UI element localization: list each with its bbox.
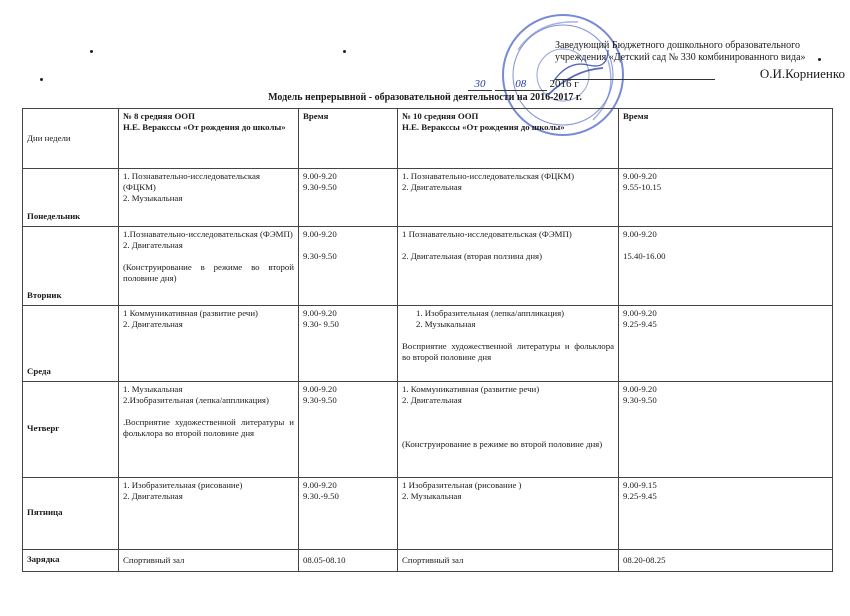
- approval-block: [555, 40, 845, 81]
- approval-date: [468, 78, 579, 91]
- activity: 2.Изобразительная (лепка/аппликация): [123, 395, 269, 405]
- day-cell: Четверг: [23, 382, 119, 478]
- activity: 2. Двигательная: [123, 491, 183, 501]
- time: 9.00-9.20: [303, 171, 337, 181]
- activity: 1 Познавательно-исследовательская (ФЭМП): [402, 229, 572, 239]
- group-8-times: [299, 550, 398, 572]
- activity: 1 Коммуникативная (развитие речи): [123, 308, 258, 318]
- time: 15.40-16.00: [623, 251, 666, 261]
- activity-note: (Конструирование в режиме во второй половине дня): [123, 262, 294, 283]
- spacer: [402, 406, 614, 417]
- activity: 2. Двигательная (вторая ползина дня): [402, 251, 543, 261]
- time: 9.30-9.50: [623, 395, 657, 405]
- group-8-times: [299, 169, 398, 227]
- time: 9.00-9.20: [623, 308, 657, 318]
- activity: 1. Музыкальная: [123, 384, 183, 394]
- group-10-times: [619, 227, 833, 306]
- activity: Спортивный зал: [402, 555, 464, 565]
- activity: 1. Познавательно-исследовательская (ФЦКМ): [123, 171, 260, 192]
- group-8-activities: [119, 169, 299, 227]
- header-days: Дни недели: [23, 109, 119, 169]
- table-row: [23, 227, 833, 306]
- time: 9.25-9.45: [623, 319, 657, 329]
- signature-line: [555, 68, 845, 82]
- header-group-8: [119, 109, 299, 169]
- header-time-2: Время: [619, 109, 833, 169]
- time: 9.00-9.20: [303, 384, 337, 394]
- group-8-times: [299, 478, 398, 550]
- day-cell: Зарядка: [23, 550, 119, 572]
- time: 9.30- 9.50: [303, 319, 339, 329]
- time: 9.00-9.20: [623, 229, 657, 239]
- approval-line-2: учреждения «Детский сад № 330 комбинированного вида»: [555, 52, 806, 63]
- spacer: [623, 240, 828, 251]
- time: 9.55-10.15: [623, 182, 662, 192]
- activity-note: (Конструирование в режиме во второй половине дня): [402, 439, 603, 449]
- spacer: [123, 251, 294, 262]
- group-10-times: [619, 478, 833, 550]
- director-name: О.И.Корниенко: [759, 66, 845, 81]
- header-group-10-program: Н.Е. Веракссы «От рождения до школы»: [402, 122, 565, 132]
- time: 9.00-9.20: [303, 308, 337, 318]
- activity: 1. Изобразительная (рисование): [123, 480, 243, 490]
- group-10-activities: [398, 227, 619, 306]
- time: 08.05-08.10: [303, 555, 346, 565]
- activity: 2. Двигательная: [123, 240, 183, 250]
- header-group-8-program: Н.Е. Веракссы «От рождения до школы»: [123, 122, 286, 132]
- group-8-times: [299, 227, 398, 306]
- activity: 2. Музыкальная: [402, 491, 462, 501]
- document-title: Модель непрерывной - образовательной деятельности на 2016-2017 г.: [268, 92, 582, 103]
- schedule-table: [22, 108, 833, 572]
- group-8-activities: [119, 306, 299, 382]
- date-day: 30: [468, 78, 492, 91]
- spacer: [402, 417, 614, 428]
- group-10-times: [619, 169, 833, 227]
- activity: 2. Двигательная: [123, 319, 183, 329]
- approval-line-1: Заведующий Бюджетного дошкольного образовательного: [555, 40, 800, 51]
- header-group-10: [398, 109, 619, 169]
- activity: Спортивный зал: [123, 555, 185, 565]
- spacer: [402, 428, 614, 439]
- spacer: [402, 240, 614, 251]
- header-group-10-title: № 10 средняя ООП: [402, 111, 479, 121]
- time: 08.20-08.25: [623, 555, 666, 565]
- header-group-8-title: № 8 средняя ООП: [123, 111, 195, 121]
- scan-dot: [343, 50, 346, 53]
- activity: 2. Музыкальная: [416, 319, 476, 329]
- group-10-activities: [398, 306, 619, 382]
- time: 9.00-9.15: [623, 480, 657, 490]
- activity: 2. Двигательная: [402, 182, 462, 192]
- day-cell: Понедельник: [23, 169, 119, 227]
- scan-dot: [40, 78, 43, 81]
- group-10-times: [619, 382, 833, 478]
- date-month: 08: [495, 78, 547, 91]
- activity-note: Восприятие художественной литературы и фольклора во второй половине дня: [402, 341, 614, 362]
- activity: 2. Двигательная: [402, 395, 462, 405]
- time: 9.30-9.50: [303, 182, 337, 192]
- group-10-times: [619, 306, 833, 382]
- group-10-activities: [398, 382, 619, 478]
- time: 9.00-9.20: [623, 384, 657, 394]
- activity: 2. Музыкальная: [123, 193, 183, 203]
- header-time-1: Время: [299, 109, 398, 169]
- time: 9.30-9.50: [303, 395, 337, 405]
- scan-dot: [90, 50, 93, 53]
- date-year: 2016 г: [549, 78, 579, 90]
- group-8-times: [299, 382, 398, 478]
- group-10-activities: [398, 169, 619, 227]
- group-10-times: [619, 550, 833, 572]
- day-cell: Пятница: [23, 478, 119, 550]
- group-8-activities: [119, 550, 299, 572]
- time: 9.30.-9.50: [303, 491, 339, 501]
- time: 9.25-9.45: [623, 491, 657, 501]
- time: 9.00-9.20: [303, 480, 337, 490]
- table-row: [23, 306, 833, 382]
- activity: 1. Коммуникативная (развитие речи): [402, 384, 540, 394]
- spacer: [123, 406, 294, 417]
- signature-rule: [555, 79, 715, 80]
- group-8-times: [299, 306, 398, 382]
- group-8-activities: [119, 478, 299, 550]
- table-row: [23, 169, 833, 227]
- activity: 1. Изобразительная (лепка/аппликация): [416, 308, 565, 318]
- table-row: [23, 478, 833, 550]
- activity-note: .Восприятие художественной литературы и фольклора во второй половине дня: [123, 417, 294, 438]
- day-cell: Среда: [23, 306, 119, 382]
- day-cell: Вторник: [23, 227, 119, 306]
- spacer: [402, 330, 614, 341]
- time: 9.30-9.50: [303, 251, 337, 261]
- spacer: [303, 240, 393, 251]
- time: 9.00-9.20: [623, 171, 657, 181]
- time: 9.00-9.20: [303, 229, 337, 239]
- group-8-activities: [119, 227, 299, 306]
- group-10-activities: [398, 478, 619, 550]
- table-header-row: [23, 109, 833, 169]
- activity: 1 Изобразительная (рисование ): [402, 480, 522, 490]
- table-row: [23, 382, 833, 478]
- activity: 1.Познавательно-исследовательская (ФЭМП): [123, 229, 293, 239]
- table-row: [23, 550, 833, 572]
- activity: 1. Познавательно-исследовательская (ФЦКМ): [402, 171, 575, 181]
- group-8-activities: [119, 382, 299, 478]
- group-10-activities: [398, 550, 619, 572]
